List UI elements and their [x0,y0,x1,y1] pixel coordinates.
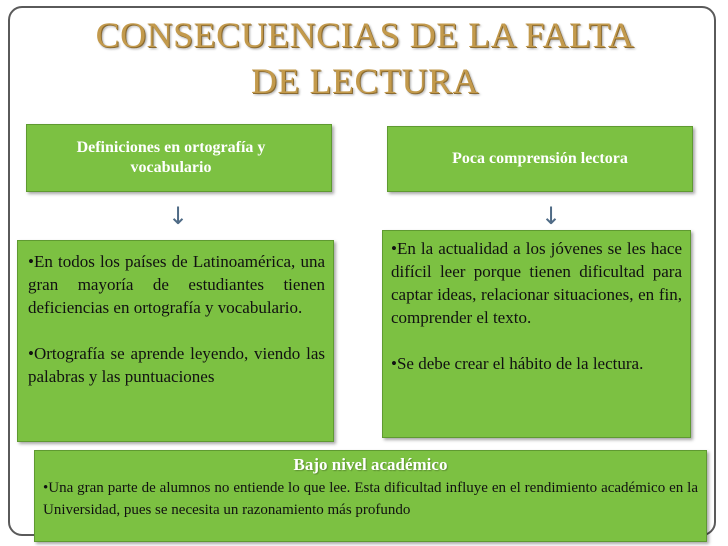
down-arrow-icon: ↓ [168,202,189,230]
heading-box-reading-comprehension [387,126,693,192]
academic-level-heading: Bajo nivel académico [293,455,448,474]
heading-box-spelling-vocabulary [26,124,332,192]
heading-label: Poca comprensión lectora [452,150,628,167]
bullet-point: •Se debe crear el hábito de la lectura. [391,354,644,373]
heading-label: Definiciones en ortografía y vocabulario [76,139,266,176]
slide-title-line-1: CONSECUENCIAS DE LA FALTA [95,15,635,55]
text-box-spelling-vocabulary [17,240,334,442]
academic-level-text: •Una gran parte de alumnos no entiende lo que lee. Esta dificultad influye en el rendimiento académico en la Universidad, pues se necesita un razonamiento más profundo [43,480,698,518]
text-box-academic-level [34,450,707,542]
bullet-point: •En la actualidad a los jóvenes se les hace difícil leer porque tienen dificultad para captar ideas, relacionar situaciones, en fin, comprender el texto. [391,239,682,327]
text-box-reading-comprehension [382,230,691,438]
slide-title-line-2: DE LECTURA [251,61,479,101]
down-arrow-icon: ↓ [541,202,562,230]
bullet-point: •En todos los países de Latinoamérica, una gran mayoría de estudiantes tienen deficiencias en ortografía y vocabulario. [28,252,325,317]
bullet-point: •Ortografía se aprende leyendo, viendo las palabras y las puntuaciones [28,344,325,386]
